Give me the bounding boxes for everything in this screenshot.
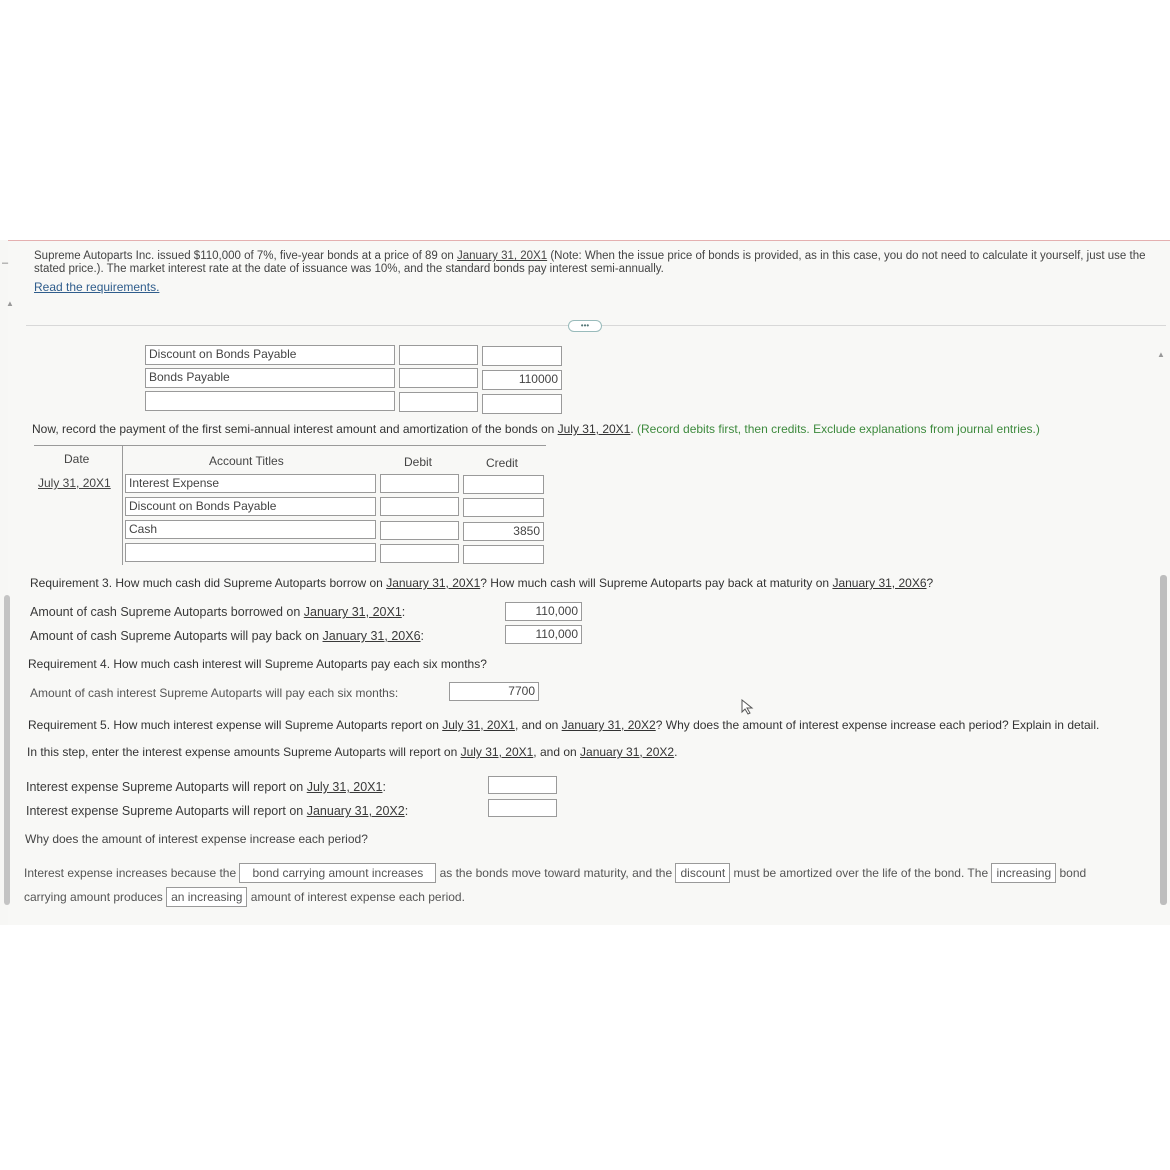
journal-instruction: [32, 422, 1152, 436]
page-bottom-margin: [0, 925, 1170, 1170]
explanation-text: bond: [1056, 866, 1087, 880]
journal-account-cell[interactable]: Discount on Bonds Payable: [125, 497, 376, 516]
journal-header-row: [34, 445, 546, 472]
interest-expense-trend-dropdown[interactable]: an increasing: [166, 887, 247, 907]
label-text: Amount of cash Supreme Autoparts borrowed on: [30, 605, 304, 619]
journal-header-date: Date: [64, 452, 90, 466]
discount-premium-dropdown[interactable]: discount: [675, 863, 730, 883]
journal-header-credit: Credit: [486, 456, 519, 470]
left-scrollbar-thumb[interactable]: [4, 595, 10, 905]
cash-interest-input[interactable]: 7700: [449, 682, 539, 701]
instruction-text: .: [630, 422, 638, 436]
interest-expense-2-label: [26, 804, 408, 818]
journal-debit-cell[interactable]: [380, 544, 459, 563]
req5-step-text: .: [674, 745, 678, 759]
explanation-text: amount of interest expense each period.: [247, 890, 465, 904]
why-question: Why does the amount of interest expense increase each period?: [25, 832, 368, 846]
journal-debit-cell[interactable]: [380, 521, 459, 540]
explanation-text: must be amortized over the life of the bond. The: [730, 866, 992, 880]
scroll-up-arrow-icon[interactable]: ▲: [1157, 350, 1165, 359]
req3-text: ? How much cash will Supreme Autoparts pay back at maturity on: [480, 576, 833, 590]
page-top-margin: [0, 0, 1170, 240]
req5-text: Requirement 5. How much interest expense will Supreme Autoparts report on: [28, 718, 443, 732]
label-text: :: [401, 605, 406, 619]
carrying-amount-dropdown[interactable]: bond carrying amount increases: [239, 863, 436, 883]
instruction-text: Now, record the payment of the first semi-annual interest amount and amortization of the bonds on: [32, 422, 558, 436]
req5-text: ? Why does the amount of interest expense increase each period? Explain in detail.: [655, 718, 1100, 732]
payback-amount-label: [30, 629, 424, 643]
label-text: Interest expense Supreme Autoparts will report on: [26, 804, 307, 818]
requirement-4-question: Requirement 4. How much cash interest will Supreme Autoparts pay each six months?: [28, 657, 487, 671]
requirement-5-question: [28, 718, 1158, 732]
read-requirements-link[interactable]: Read the requirements.: [34, 280, 160, 294]
label-text: Interest expense Supreme Autoparts will report on: [26, 780, 307, 794]
req5-date: July 31, 20X1: [442, 718, 515, 732]
mouse-pointer-icon: [741, 699, 755, 715]
top-table-account-cell[interactable]: Discount on Bonds Payable: [145, 345, 395, 365]
top-table-credit-cell[interactable]: [482, 346, 562, 366]
label-date: January 31, 20X1: [303, 605, 402, 619]
journal-header-debit: Debit: [404, 455, 433, 469]
top-table-account-cell[interactable]: [145, 391, 395, 411]
interest-expense-1-label: [26, 780, 386, 794]
req5-step-date: July 31, 20X1: [460, 745, 534, 759]
requirement-5-step: [27, 745, 1127, 759]
journal-debit-cell[interactable]: [380, 497, 459, 516]
borrowed-amount-label: [30, 605, 405, 619]
problem-text-part: (Note: When the issue price of bonds is provided, as in this case, you do not need to calculate it yourself, just use the stated price.). The market interest rate at the date of issuance was 10%, and the standard bonds pay interest semi-annually.: [34, 250, 1146, 275]
explanation-text: Interest expense increases because the: [24, 866, 240, 880]
more-options-button[interactable]: •••: [568, 320, 602, 332]
req3-text: ?: [926, 576, 934, 590]
interest-expense-2-input[interactable]: [488, 799, 557, 817]
journal-debit-cell[interactable]: [380, 474, 459, 493]
req3-date: January 31, 20X1: [386, 576, 481, 590]
problem-date: January 31, 20X1: [457, 250, 548, 262]
req5-date: January 31, 20X2: [561, 718, 656, 732]
explanation-paragraph: [24, 861, 1159, 909]
top-table-debit-cell[interactable]: [399, 345, 478, 365]
explanation-text: as the bonds move toward maturity, and the: [436, 866, 676, 880]
journal-credit-cell[interactable]: [463, 498, 544, 517]
label-date: January 31, 20X2: [306, 804, 405, 818]
scroll-up-arrow-icon[interactable]: ▲: [6, 299, 14, 308]
problem-text-part: Supreme Autoparts Inc. issued $110,000 of 7%, five-year bonds at a price of 89 on: [34, 250, 457, 262]
label-date: January 31, 20X6: [322, 629, 421, 643]
journal-credit-cell[interactable]: [463, 545, 544, 564]
journal-credit-cell[interactable]: 3850: [463, 522, 544, 541]
req5-step-text: , and on: [533, 745, 581, 759]
scrollbar-thumb[interactable]: [1160, 575, 1167, 905]
problem-statement: [34, 250, 1159, 276]
journal-date-column-divider: [122, 445, 123, 565]
journal-date-value: July 31, 20X1: [38, 476, 111, 490]
journal-header-account: Account Titles: [209, 454, 284, 468]
top-table-debit-cell[interactable]: [399, 392, 478, 412]
journal-credit-cell[interactable]: [463, 475, 544, 494]
req5-text: , and on: [514, 718, 562, 732]
top-table-credit-cell[interactable]: [482, 394, 562, 414]
explanation-text: carrying amount produces: [24, 890, 167, 904]
label-date: July 31, 20X1: [306, 780, 383, 794]
label-text: :: [382, 780, 386, 794]
journal-account-cell[interactable]: [125, 543, 376, 562]
top-table-debit-cell[interactable]: [399, 368, 478, 388]
interest-expense-1-input[interactable]: [488, 776, 557, 794]
label-text: :: [420, 629, 425, 643]
journal-account-cell[interactable]: Cash: [125, 520, 376, 539]
instruction-date: July 31, 20X1: [557, 422, 631, 436]
requirement-3-question: [30, 576, 1130, 590]
increasing-decreasing-dropdown[interactable]: increasing: [991, 863, 1056, 883]
label-text: Amount of cash Supreme Autoparts will pay back on: [30, 629, 323, 643]
req3-text: Requirement 3. How much cash did Supreme Autoparts borrow on: [30, 576, 387, 590]
req3-date: January 31, 20X6: [832, 576, 927, 590]
payback-amount-input[interactable]: 110,000: [505, 625, 582, 644]
instruction-hint: (Record debits first, then credits. Exclude explanations from journal entries.): [637, 422, 1040, 436]
top-table-account-cell[interactable]: Bonds Payable: [145, 368, 395, 388]
top-table-credit-cell[interactable]: 110000: [482, 370, 562, 390]
label-text: :: [404, 804, 409, 818]
cash-interest-label: Amount of cash interest Supreme Autoparts will pay each six months:: [30, 686, 399, 700]
req5-step-date: January 31, 20X2: [580, 745, 675, 759]
journal-account-cell[interactable]: Interest Expense: [125, 474, 376, 493]
collapse-dash-icon[interactable]: –: [2, 257, 9, 269]
borrowed-amount-input[interactable]: 110,000: [505, 602, 582, 621]
req5-step-text: In this step, enter the interest expense amounts Supreme Autoparts will report on: [27, 745, 461, 759]
